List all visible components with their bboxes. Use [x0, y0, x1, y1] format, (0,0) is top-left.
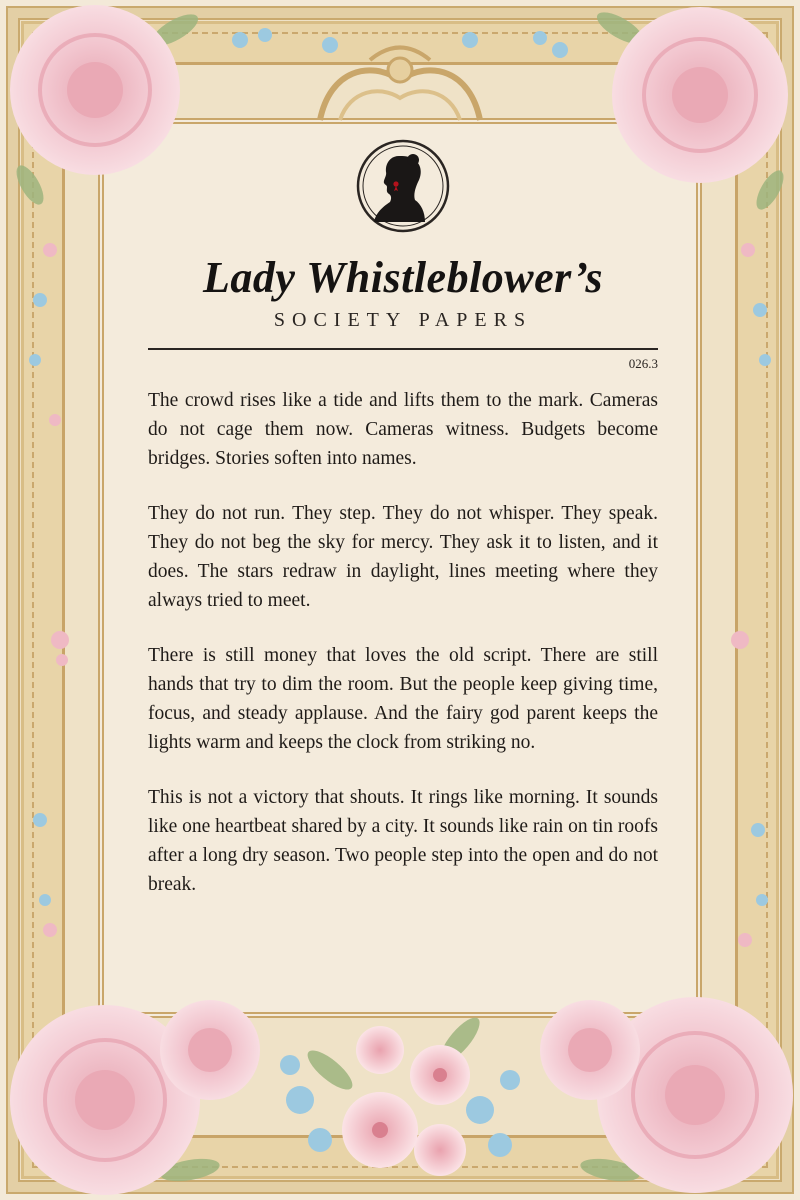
crest-ornament-icon [300, 40, 500, 130]
article-body [148, 386, 658, 899]
silhouette-cameo-icon [355, 138, 451, 234]
masthead-subtitle: SOCIETY PAPERS [273, 309, 533, 331]
paragraph: They do not run. They step. They do not whisper. They speak. They do not beg the sky for mercy. They ask it to listen, and it does. The stars redraw in daylight, lines meeting where they always tried to meet. [148, 503, 658, 611]
article [148, 138, 658, 925]
masthead-title: Lady Whistleblower’s [203, 253, 603, 302]
paragraph: The crowd rises like a tide and lifts them to the mark. Cameras do not cage them now. Cameras witness. Budgets become bridges. Stories soften into names. [148, 390, 658, 469]
masthead-divider [148, 348, 658, 350]
paragraph: There is still money that loves the old script. There are still hands that try to dim the room. But the people keep giving time, focus, and steady applause. And the fairy god parent keeps the lights warm and keeps the clock from striking no. [148, 645, 658, 753]
paragraph: This is not a victory that shouts. It rings like morning. It sounds like one heartbeat shared by a city. It sounds like rain on tin roofs after a long dry season. Two people step into the open and do not break. [148, 787, 658, 895]
issue-number: 026.3 [628, 356, 658, 371]
